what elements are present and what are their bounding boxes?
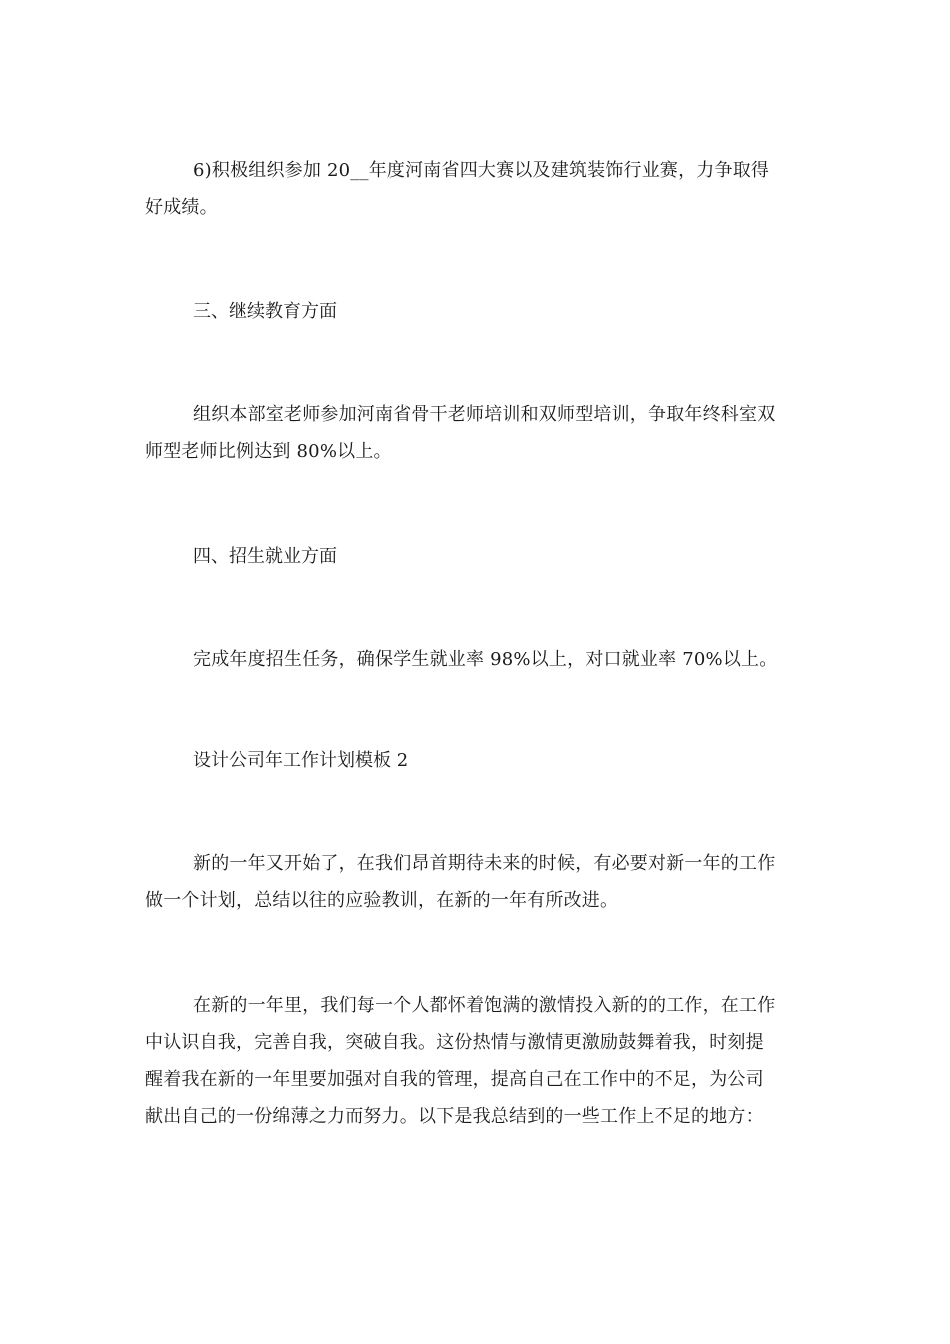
paragraph-line: 在新的一年里，我们每一个人都怀着饱满的激情投入新的的工作，在工作 [193, 995, 776, 1016]
section-title: 设计公司年工作计划模板 2 [193, 750, 409, 771]
paragraph-line: 中认识自我，完善自我，突破自我。这份热情与激情更激励鼓舞着我，时刻提 [145, 1032, 764, 1053]
paragraph-line: 6)积极组织参加 20__年度河南省四大赛以及建筑装饰行业赛，力争取得 [193, 160, 770, 181]
paragraph-competitions [145, 152, 805, 226]
paragraph-line: 好成绩。 [145, 197, 218, 218]
paragraph-line: 组织本部室老师参加河南省骨干老师培训和双师型培训，争取年终科室双 [193, 404, 776, 425]
paragraph-line: 献出自己的一份绵薄之力而努力。以下是我总结到的一些工作上不足的地方： [145, 1106, 764, 1127]
paragraph-line: 做一个计划，总结以往的应验教训，在新的一年有所改进。 [145, 890, 619, 911]
heading-enrollment-employment: 四、招生就业方面 [193, 546, 337, 567]
paragraph-new-year-intro [145, 845, 805, 919]
heading-continuing-education: 三、继续教育方面 [193, 301, 337, 322]
paragraph-enrollment-goals [145, 641, 805, 678]
paragraph-new-year-reflection [145, 987, 805, 1135]
paragraph-line: 新的一年又开始了，在我们昂首期待未来的时候，有必要对新一年的工作 [193, 853, 776, 874]
paragraph-line: 完成年度招生任务，确保学生就业率 98%以上，对口就业率 70%以上。 [193, 649, 778, 670]
paragraph-teacher-training [145, 396, 805, 470]
paragraph-line: 醒着我在新的一年里要加强对自我的管理，提高自己在工作中的不足，为公司 [145, 1069, 764, 1090]
paragraph-line: 师型老师比例达到 80%以上。 [145, 441, 392, 462]
